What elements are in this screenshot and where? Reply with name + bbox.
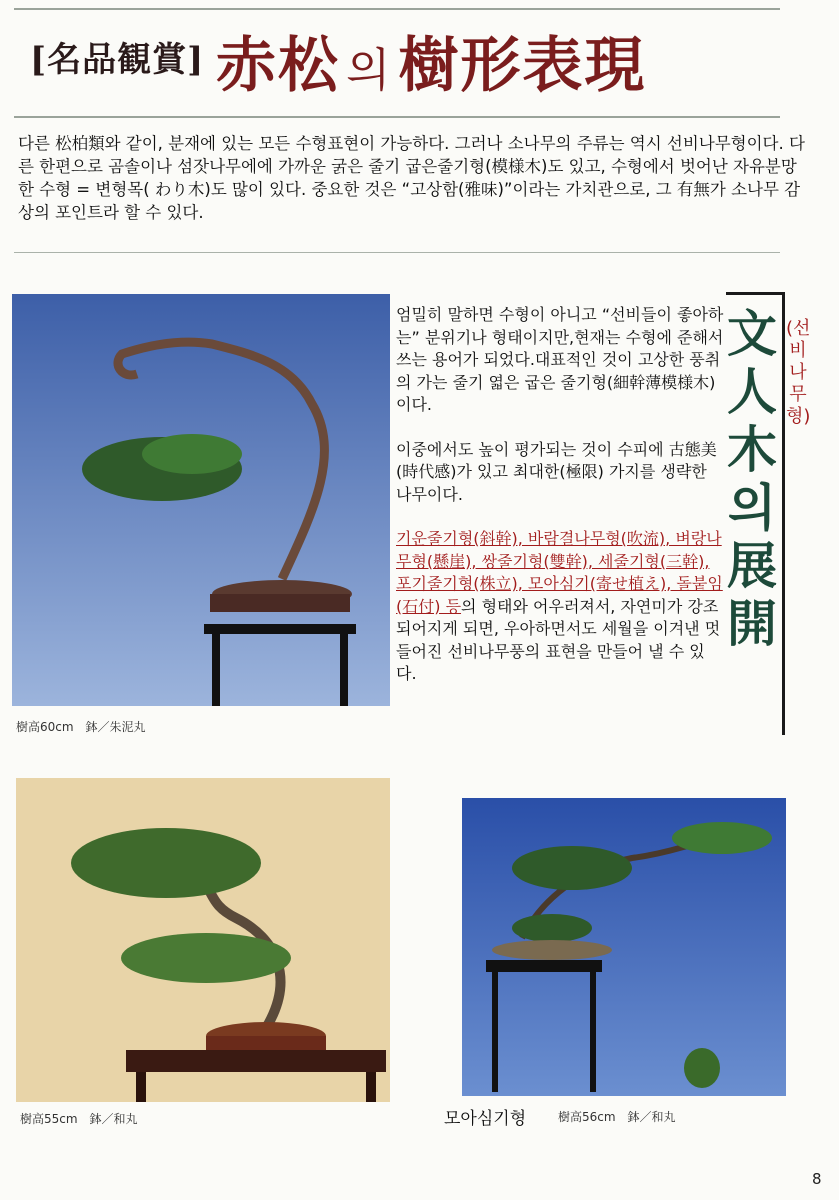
photo1-caption: 樹高60cm 鉢／朱泥丸: [16, 720, 146, 734]
bonsai-photo-1: [12, 294, 390, 706]
body-para1: 엄밀히 말하면 수형이 아니고 “선비들이 좋아하는” 분위기나 형태이지만,현재는 수형에 준해서 쓰는 용어가 되었다.대표적인 것이 고상한 풍취의 가는 줄기 엷은 굽은 줄기형(細幹薄模様木)이다.: [396, 305, 724, 414]
style-list-highlight: 기운줄기형(斜幹), 바람결나무형(吹流), 벼랑나무형(懸崖), 쌍줄기형(雙幹), 세줄기형(三幹), 포기줄기형(株立), 모아심기(寄せ植え), 돌붙임(石付) 등: [396, 529, 723, 616]
title-part2: 의: [346, 43, 393, 97]
vertical-title: 文人木의展開: [727, 304, 777, 653]
body-para2: 이중에서도 높이 평가되는 것이 수피에 古態美(時代感)가 있고 최대한(極限) 가지를 생략한 나무이다.: [396, 439, 717, 504]
bonsai-illustration-2: [16, 778, 390, 1102]
vertical-subtitle: (선비나무형): [786, 318, 811, 427]
para-gap: [396, 417, 724, 439]
bonsai-illustration-1: [12, 294, 390, 706]
body-para3: [396, 528, 724, 686]
title-part3: 樹形表現: [398, 31, 647, 101]
intro-paragraph: [18, 132, 808, 224]
header-bottom-rule: [14, 116, 780, 118]
body-text: [396, 304, 724, 686]
page-number: 8: [812, 1170, 822, 1188]
title-part1: 赤松: [216, 31, 340, 101]
photo2-caption: 樹高55cm 鉢／和丸: [20, 1112, 138, 1126]
intro-text: 다른 松柏類와 같이, 분재에 있는 모든 수형표현이 가능하다. 그러나 소나무의 주류는 역시 선비나무형이다. 다른 한편으로 곰솔이나 섬잣나무에에 가까운 굵은 줄기 굽은줄기형(模様木)도 있고, 수형에서 벗어난 자유분망한 수형 = 변형목( わり木)도 많이 있다. 중요한 것은 “고상함(雅味)”이라는 가치관으로, 그 有無가 소나무 감상의 포인트라 할 수 있다.: [18, 134, 805, 222]
body-para3-rest: 의 형태와 어우러져서, 자연미가 강조되어지게 되면, 우아하면서도 세월을 이겨낸 멋들어진 선비나무풍의 표현을 만들어 낼 수 있다.: [396, 596, 721, 683]
bonsai-photo-3: [462, 798, 786, 1096]
header-tag: [名品観賞]: [30, 40, 205, 80]
photo3-label: 모아심기형: [444, 1109, 527, 1129]
bonsai-illustration-3: [462, 798, 786, 1096]
bonsai-photo-2: [16, 778, 390, 1102]
top-rule: [14, 8, 780, 10]
intro-rule: [14, 252, 780, 253]
photo3-caption: 樹高56cm 鉢／和丸: [558, 1110, 676, 1124]
para-gap: [396, 506, 724, 528]
page-title: [216, 18, 646, 104]
